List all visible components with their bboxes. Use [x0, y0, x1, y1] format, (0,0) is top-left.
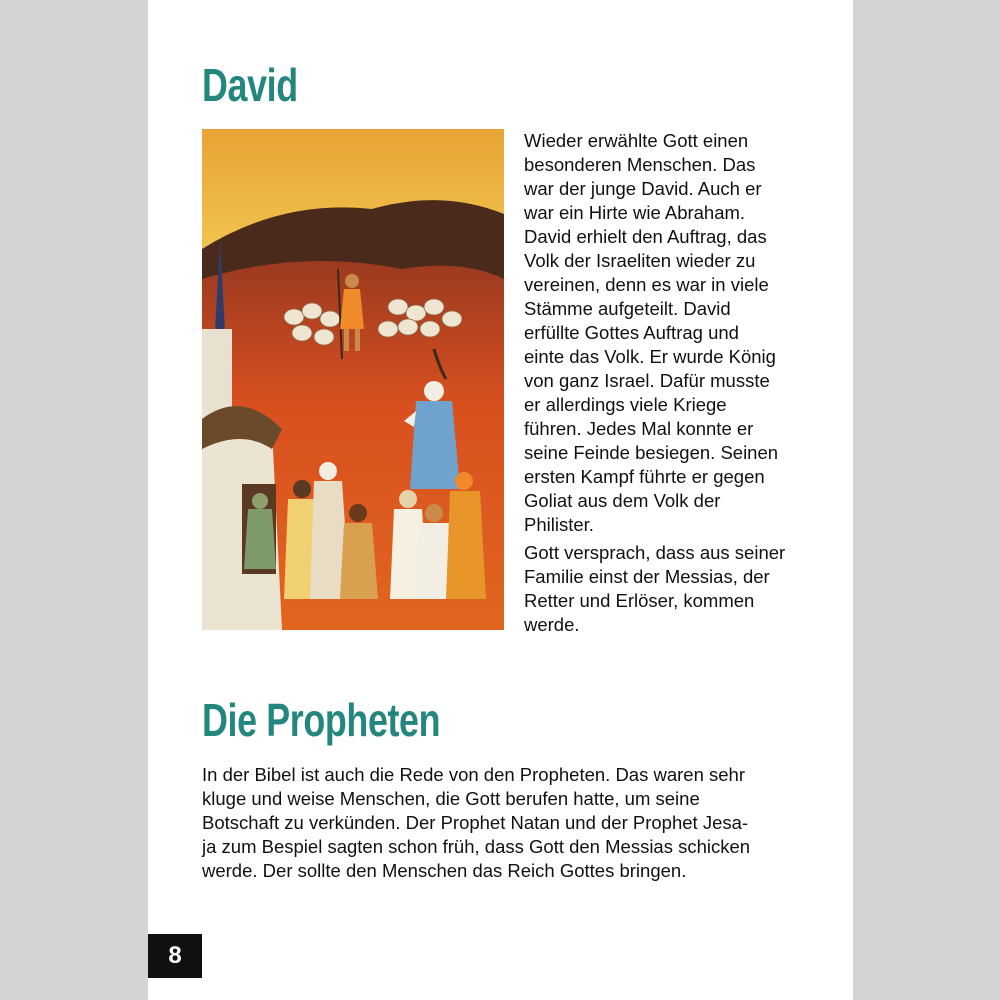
david-paragraph-1: Wieder erwählte Gott einen besonderen Menschen. Das war der junge David. Auch er war ein Hirte wie Abraham. David erhielt den Auftrag, das Volk der Israeliten wieder zu vereinen, denn es war in viele Stämme aufgeteilt. David erfüllte Gottes Auftrag und einte das Volk. Er wurde König von ganz Israel. Dafür musste er allerdings viele Kriege führen. Jedes Mal konnte er seine Feinde besiegen. Seinen ersten Kampf führte er gegen Goliat aus dem Volk der Philister.: [524, 130, 779, 535]
page-number: 8: [148, 934, 202, 978]
david-paragraph-2: Gott versprach, dass aus seiner Familie einst der Messias, der Retter und Erlöser, kommen werde.: [524, 542, 786, 635]
david-shepherd-illustration: [202, 129, 504, 630]
section-title-propheten: Die Propheten: [202, 694, 441, 746]
section-title-david: David: [202, 59, 298, 111]
propheten-paragraph: In der Bibel ist auch die Rede von den Propheten. Das waren sehr kluge und weise Menschen, die Gott berufen hatte, um seine Botschaft zu verkünden. Der Prophet Natan und der Prophet Jesa- ja zum Bespiel sagten schon früh, dass Gott den Messias schicken werde. Der sollte den Menschen das Reich Gottes bringen.: [202, 764, 751, 881]
book-page: [148, 0, 853, 1000]
